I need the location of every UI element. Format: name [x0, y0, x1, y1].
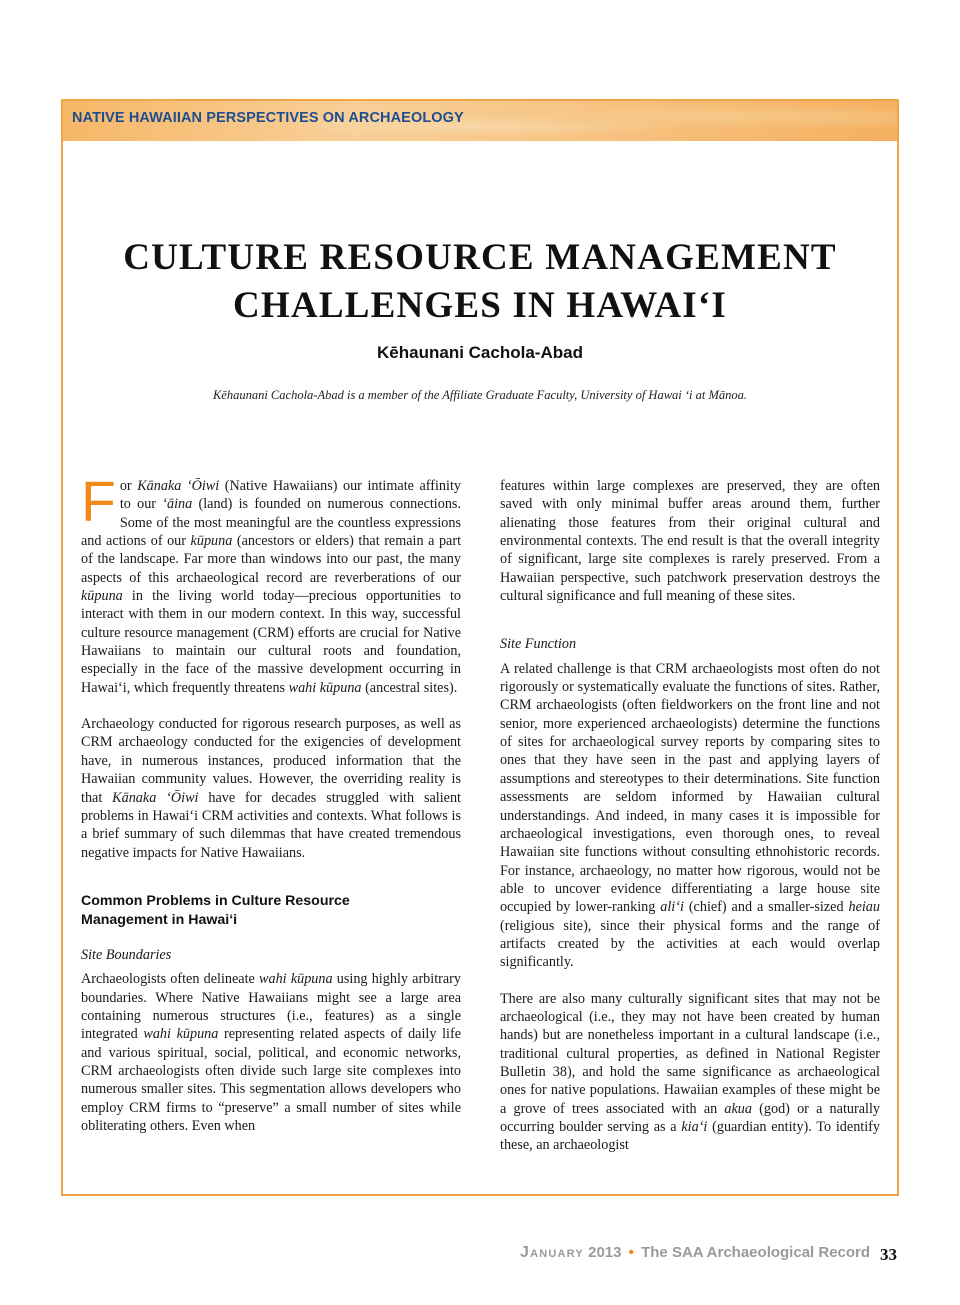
paragraph [81, 970, 461, 1135]
text-run: or [119, 478, 138, 494]
text-run: using highly arbitrary boundaries. Where Native Hawaiians might see a large area containing numerous structures (i.e., features) as a single integrated [81, 971, 462, 1043]
heading-line-2: Management in Hawai‘i [81, 911, 238, 928]
author-affiliation: Kēhaunani Cachola-Abad is a member of the Affiliate Graduate Faculty, University of Hawai ‘i at Mānoa. [212, 388, 748, 402]
section-banner [63, 101, 897, 141]
subsection-heading-boundaries: Site Boundaries [81, 946, 172, 963]
italic-term: ‘āina [162, 496, 193, 513]
text-run: Archaeologists often delineate [81, 971, 260, 988]
italic-term: heiau [848, 899, 880, 916]
section-heading [81, 892, 461, 930]
paragraph [81, 715, 461, 862]
footer-month: January [520, 1244, 584, 1261]
italic-term: kūpuna [190, 533, 233, 550]
section-label: NATIVE HAWAIIAN PERSPECTIVES ON ARCHAEOLOGY [72, 110, 464, 126]
footer-year: 2013 [588, 1244, 622, 1261]
italic-term: Kānaka ‘Ōiwi [112, 789, 199, 806]
page-number: 33 [880, 1245, 897, 1264]
paragraph [500, 990, 880, 1155]
text-run: have for decades struggled with salient problems in Hawai‘i CRM activities and contexts. What follows is a brief summary of such dilemmas that have created tremendous negative impacts for Native Hawaiians. [81, 789, 462, 861]
article-frame [61, 99, 899, 1196]
journal-footer [520, 1244, 870, 1262]
italic-term: ali‘i [660, 899, 684, 916]
italic-term: wahi kūpuna [259, 971, 333, 988]
text-run: (land) is founded on numerous connections. Some of the most meaningful are the countless expressions and actions of our [81, 496, 462, 550]
paragraph [81, 470, 462, 697]
italic-term: kia‘i [681, 1119, 708, 1135]
text-run: (guardian entity). To identify these, an archaeologist [500, 1119, 880, 1154]
article-title [63, 234, 897, 330]
title-line-2: CHALLENGES IN HAWAI‘I [233, 285, 727, 326]
text-run: (chief) and a smaller-sized [683, 899, 849, 916]
text-run: (religious site), since their physical forms and the range of artifacts created by the activities at each would overlap significantly. [500, 917, 880, 971]
footer-journal: The SAA Archaeological Record [641, 1244, 871, 1261]
subsection-heading-function: Site Function [500, 636, 577, 653]
text-run: (ancestors or elders) that remain a part of the landscape. Far more than windows into our past, the many aspects of this archaeological record are reverberations of our [81, 533, 462, 586]
drop-cap: F [81, 470, 116, 534]
heading-line-1: Common Problems in Culture Resource [81, 892, 350, 909]
right-column [500, 477, 880, 1173]
author-name: Kēhaunani Cachola-Abad [377, 343, 583, 362]
italic-term: Kānaka ‘Ōiwi [137, 478, 220, 494]
paragraph [500, 660, 880, 972]
text-run: A related challenge is that CRM archaeologists most often do not rigorously or systematically evaluate the functions of sites. Rather, CRM archaeologists (often fieldworkers on the front line and not senior, more experienced archaeologists) determine the functions of sites for archaeological survey reports by comparing sites to ones that they have seen in the past and applying layers of assumptions and stereotypes to their determinations. Site function assessments are seldom informed by Hawaiian cultural understandings. And indeed, in many cases it is impossible for archaeological investigations, even thorough ones, to reveal Hawaiian site functions without consulting ethnohistoric records. For instance, archaeology, no matter how rigorous, would not be able to uncover evidence differentiating a large house site occupied by lower-ranking [500, 660, 880, 916]
footer-bullet: • [628, 1244, 634, 1261]
text-run: (ancestral sites). [361, 679, 458, 696]
italic-term: wahi kūpuna [288, 679, 362, 696]
text-run: (Native Hawaiians) our intimate affinity to our [119, 478, 461, 513]
italic-term: kūpuna [81, 588, 123, 605]
text-run: representing related aspects of daily life and various spiritual, social, political, and economic networks, CRM archaeologists often divide such large site complexes into numerous smaller sites. This segmentation allows developers who employ CRM firms to “preserve” a small number of sites while obliterating others. Even when [81, 1026, 461, 1134]
title-line-1: CULTURE RESOURCE MANAGEMENT [123, 237, 837, 278]
text-run: (god) or a naturally occurring boulder serving as a [500, 1100, 880, 1135]
left-column [81, 470, 462, 1153]
text-run: Archaeology conducted for rigorous research purposes, as well as CRM archaeology conducted for the exigencies of development have, in numerous instances, produced information that the Hawaiian community values. However, the overriding reality is that [81, 716, 461, 806]
text-run: in the living world today—precious opportunities to interact with them in our modern context. In this way, successful culture resource management (CRM) efforts are crucial for Native Hawaiians to maintain our cultural roots and foundation, especially in the face of the massive development occurring in Hawai‘i, which frequently threatens [81, 588, 461, 696]
italic-term: akua [724, 1100, 752, 1117]
paragraph: features within large complexes are preserved, they are often saved with only minimal buffer areas around them, further alienating those features from their original cultural and environmental contexts. The end result is that the overall integrity of significant, large site complexes is rarely preserved. From a Hawaiian perspective, such patchwork preservation destroys the cultural significance and full meaning of these sites. [500, 478, 880, 605]
italic-term: wahi kūpuna [143, 1026, 219, 1043]
text-run: There are also many culturally significant sites that may not be archaeological (i.e., they may not have been created by human hands) but are nonetheless important in a cultural landscape (i.e., traditional cultural properties, as defined in National Register Bulletin 38), and hold the same significance as archaeological ones for native populations. Hawaiian examples of these might be a grove of trees associated with an [500, 990, 880, 1117]
